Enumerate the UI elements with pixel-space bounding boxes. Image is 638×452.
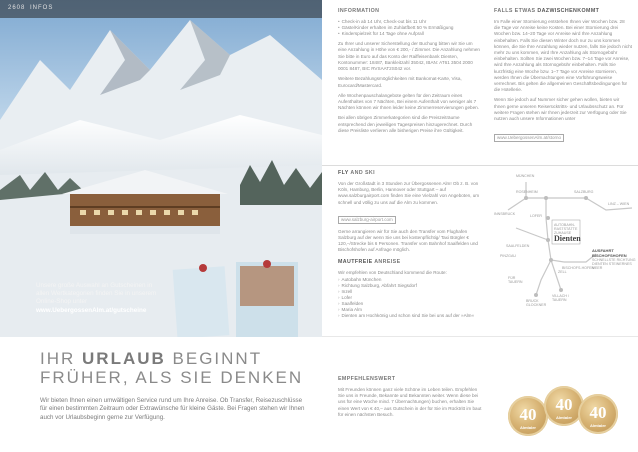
map-note: SCHNELLSTE RICHTUNG DIENTEN STEINERNES MEER (592, 258, 636, 270)
headline-bold: URLAUB (82, 349, 166, 368)
info-paragraph: Zu Ihrer und unserer Sicherstellung der Buchung bitten wir Sie um eine Anzahlung in Höhe von € 200,- / Zimmer. Die Anzahlung nehmen Sie bitte in Euro auf das Konto der Raiffeisenbank Dienten, Kontonummer: 18487, Bankleitzahl 35042, IBAN: AT61 3504 2000 0001 8487, BIC RVSAAT2S042 vor. (338, 41, 480, 72)
info-paragraph: Weitere Bezahlungsmöglichkeiten mit Bankomat-Karte, Visa, Eurocard/Mastercard. (338, 76, 462, 88)
recommend-text: Mit Freunden können ganz viele Schöne im Leben teilen. Empfehlen Sie uns in Freunde, Bekannte und Bekannten weiter. Wenn diese bei uns für eine Woche mind. 7 Übernachtungen) buchen, erhalten Sie einen Wert von € 40,– aus Gutschein in der für Sie im Rücktritt im baut für einen nächsten Besuch. (338, 387, 482, 417)
header-bar (0, 0, 322, 18)
map-label-rosenheim: ROSENHEIM (516, 190, 538, 194)
map-label-bischofshofen: BISCHOFS-HOFEN (562, 266, 595, 270)
fly-and-ski-section (338, 170, 480, 319)
voucher-coin (508, 396, 548, 436)
fly-paragraph: Von der Großstadt in 3 Stunden zur Übergossenen Alm! Ob z. B. von Köln, Hamburg, Berlin, Hannover oder Stuttgart – auf www.salzburgairport.com finden Sie eine Vielzahl von Angeboten, um schnell und völlig zu uns auf die Alm zu kommen. (338, 181, 480, 205)
info-paragraph: Alle Wochenpauschalangebote gelten für den Zeitraum eines Aufenthaltes von 7 Nächten, Bei einem Aufenthalt von weniger als 7 Nächten können wir Ihnen leider keine Zimmerreservierungen geben. (338, 92, 479, 111)
route-step: › Maria Alm (338, 307, 362, 313)
map-label-salzburg: SALZBURG (574, 190, 594, 194)
map-note-title: AUSFAHRT BISCHOFSHOFEN (592, 248, 627, 258)
coin-text: Almtaler (555, 415, 572, 420)
map-label-lofer: LOFER (530, 214, 542, 218)
info-bullet: • Check-in ab 14 Uhr, Check-out bis 11 Uhr (338, 19, 427, 24)
intro-text: Wir bieten Ihnen einen umwältigen Service rund um Ihre Anreise. Ob Transfer, Reisezuschlüsse für einen bestimmten Zeitraum oder Extrawünsche für kleine Gäste. Bei Fragen stehen wir Ihnen auch vor Urlaubsbeginn gerne zur Verfügung. (40, 397, 305, 421)
anreise-heading: MAUTFREIE ANREISE (338, 258, 401, 265)
voucher-coin (578, 394, 618, 434)
map-label-dienten: Dienten (554, 234, 581, 243)
route-step: › Dienten am Hochkönig und schon sind Sie bei uns auf der »Alm« (338, 313, 475, 319)
section-label: INFOS (30, 5, 54, 11)
route-step: › Lofer (338, 295, 353, 301)
information-heading: INFORMATION (338, 8, 380, 14)
info-paragraph: Bei allen übrigen Zimmerkategorien sind die Preiszeiträume entsprechend den jeweiligen Tagespreisen hinzugerechnet. Durch diese Preisliste verlieren alle bisherigen Preise ihre Gültigkeit. (338, 115, 473, 133)
information-section (338, 8, 480, 138)
fly-paragraph: Gerne arrangieren wir für Sie auch den Transfer vom Flughafen Salzburg auf der wenn Sie uns bei kostenpflichtig/ Taxi Bürgler € 120,–/Strecke bis 6 Personen. Transfer vom Bahnhof Saalfelden und Bischofshofen auf Anfrage möglich. (338, 228, 478, 253)
divider (322, 165, 638, 166)
recommend-section (338, 376, 484, 422)
route-step: › Inzell (338, 289, 353, 295)
headline-line1 (40, 349, 262, 369)
coin-number: 40 (589, 403, 607, 422)
map-label-innsbruck: INNSBRUCK (494, 212, 516, 216)
divider (322, 336, 638, 337)
map-label-zell: ZELL (558, 270, 567, 274)
map-label-fuer-tauern: FÜR TAUERN (508, 276, 523, 284)
info-bullet: • Kinderspielzeit für 14 Tage ohne Aufprall (338, 31, 424, 37)
brochure-caption (36, 282, 166, 315)
info-bullet: • Gäste/Kinder erhalten im Zuhlatfbett 50 % Ermäßigung (338, 25, 454, 31)
route-step: › Saalfelden (338, 301, 364, 307)
cancellation-section (494, 8, 632, 144)
map-label-saalfelden: SAALFELDEN (506, 244, 530, 248)
map-label-bruck: BRUCK GLOCKNER (526, 299, 547, 307)
recommend-heading: EMPFEHLENSWERT (338, 376, 396, 382)
cancellation-paragraph: Wenn Sie jedoch auf Nummer sicher gehen wollen, bieten wir Ihnen gerne unseren Reiserücktritts- und Urlaubsschutz an. Für weitere Fragen stehen wir Ihnen jederzeit zur Verfügung oder Sie nutzen auch unsere Informationen unter (494, 97, 627, 122)
airport-link[interactable]: www.salzburg-airport.com (338, 216, 396, 224)
coin-number: 40 (555, 395, 573, 414)
map-label-linz-wien: LINZ – WIEN (608, 202, 630, 206)
headline-line2: FRÜHER, ALS SIE DENKEN (40, 368, 304, 387)
coin-number: 40 (519, 405, 537, 424)
storno-link[interactable]: www.UebergossenAlm.at/storno (494, 134, 564, 142)
route-step: › Autobahn München (338, 276, 382, 282)
cancellation-paragraph: Im Falle einer Stornierung entstehen Ihnen vier Wochen bzw. 28 die Tage vor Anreise keine Kosten. Bei einer Stornierung drei Wochen bzw. 14–20 Tage vor Anreise wird Ihre Anzahlung einbehalten. Falls Sie diesen Winter doch nur zu uns kommen können, die Sie Ihre Anzahlung wieder nutzen, falls Sie jedoch nicht mehr zu uns kommen, wird Ihre Anzahlung als Stornogebühr einbehalten. Sollten Sie zwei Wochen bzw. 7–14 Tage vor Anreise, wird Ihre Anzahlung als Stornogebühr einbehalten. Falls Sie kurzfristig eine Woche bzw. 1–7 Tage vor Anreise stornieren, werden Ihnen die Übernachtungen eine Vorführungsweise verrechnet. Bis gelten die allgemeinen Geschäftsbedingungen für die Hotellerie. (494, 19, 632, 93)
fly-heading: FLY AND SKI (338, 170, 375, 176)
coin-text: Almtaler (589, 423, 606, 428)
caption-url[interactable]: www.UebergossenAlm.at/gutscheine (36, 306, 147, 314)
route-step: › Richtung Salzburg, Abfahrt Siegsdorf (338, 282, 417, 288)
page-number: 2608 (8, 5, 26, 11)
anreise-intro: Wir empfehlen von Deutschland kommend die Route: (338, 269, 447, 275)
headline-post: BEGINNT (172, 349, 263, 368)
caption-text: Unsere große Auswahl an Gutscheinen in allen Wertkategorien finden Sie in unserem Online-Shop unter (36, 282, 157, 306)
coin-text: Almtaler (519, 425, 536, 430)
map-label-pinzgau: PINZGAU (500, 254, 516, 258)
map-label-muenchen: MÜNCHEN (516, 174, 535, 178)
map-label-hotel: AUTOBAHN-RASTSTÄTTE ZUHAUSE (554, 223, 578, 235)
headline-pre: IHR (40, 349, 76, 368)
map-label-villach: VILLACH / TAUERN (552, 294, 569, 302)
route-map (486, 170, 638, 330)
cancellation-heading: FALLS ETWAS DAZWISCHENKOMMT (494, 8, 600, 14)
